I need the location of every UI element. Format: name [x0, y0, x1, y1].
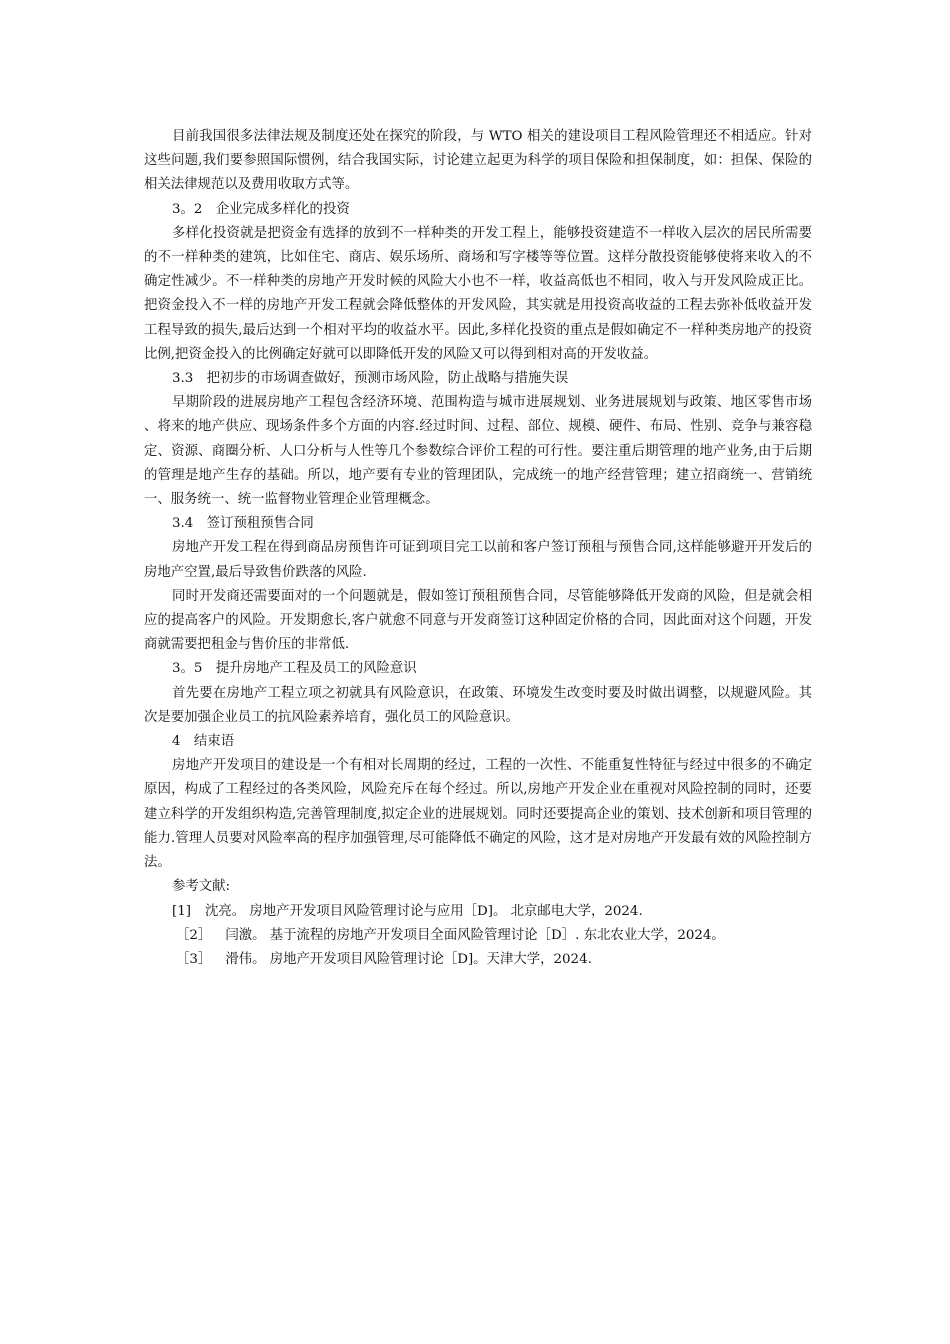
section-3-3-heading: 3.3 把初步的市场调查做好，预测市场风险，防止战略与措施失误 — [172, 371, 569, 387]
section-3-5-heading: 3。5 提升房地产工程及员工的风险意识 — [172, 661, 417, 677]
references-title: 参考文献: — [172, 879, 231, 895]
intro-paragraph: 目前我国很多法律法规及制度还处在探究的阶段，与 WTO 相关的建设项目工程风险管理还不相适应。针对这些问题,我们要参照国际惯例，结合我国实际，讨论建立起更为科学的项目保险和担保制度，如：担保、保险的相关法律规范以及费用收取方式等。 — [144, 129, 812, 193]
reference-text: 滑伟。 房地产开发项目风险管理讨论［D]。天津大学，2024. — [225, 951, 592, 967]
reference-item — [144, 948, 812, 972]
reference-number: ［2］ — [176, 927, 212, 943]
reference-item — [144, 924, 812, 948]
section-3-5-paragraph: 首先要在房地产工程立项之初就具有风险意识，在政策、环境发生改变时要及时做出调整，以规避风险。其次是要加强企业员工的抗风险素养培育，强化员工的风险意识。 — [144, 685, 812, 725]
section-3-4-paragraph-2: 同时开发商还需要面对的一个问题就是，假如签订预租预售合同，尽管能够降低开发商的风险，但是就会相应的提高客户的风险。开发期愈长,客户就愈不同意与开发商签订这种固定价格的合同，因此面对这个问题，开发商就需要把租金与售价压的非常低. — [144, 588, 812, 653]
section-3-2-heading: 3。2 企业完成多样化的投资 — [172, 201, 350, 217]
section-4-heading: 4 结束语 — [172, 734, 235, 750]
reference-text: 沈亮。 房地产开发项目风险管理讨论与应用［D]。 北京邮电大学，2024. — [204, 903, 643, 919]
reference-number: ［3］ — [176, 951, 212, 967]
document-page — [144, 125, 812, 972]
section-3-4-heading: 3.4 签订预租预售合同 — [172, 516, 314, 532]
reference-number: [1] — [172, 903, 191, 919]
section-4-paragraph: 房地产开发项目的建设是一个有相对长周期的经过，工程的一次性、不能重复性特征与经过中很多的不确定原因，构成了工程经过的各类风险，风险充斥在每个经过。所以,房地产开发企业在重视对风险控制的同时，还要建立科学的开发组织构造,完善管理制度,拟定企业的进展规划。同时还要提高企业的策划、技术创新和项目管理的能力.管理人员要对风险率高的程序加强管理,尽可能降低不确定的风险，这才是对房地产开发最有效的风险控制方法。 — [144, 758, 812, 871]
reference-text: 闫激。 基于流程的房地产开发项目全面风险管理讨论［D］. 东北农业大学，2024。 — [225, 927, 725, 943]
reference-item — [144, 900, 812, 924]
section-3-3-paragraph: 早期阶段的进展房地产工程包含经济环境、范围构造与城市进展规划、业务进展规划与政策、地区零售市场、将来的地产供应、现场条件多个方面的内容.经过时间、过程、部位、规模、硬件、布局、性别、竞争与兼容稳定、资源、商圈分析、人口分析与人性等几个参数综合评价工程的可行性。要注重后期管理的地产业务,由于后期的管理是地产生存的基础。所以，地产要有专业的管理团队，完成统一的地产经营管理；建立招商统一、营销统一、服务统一、统一监督物业管理企业管理概念。 — [144, 395, 812, 508]
section-3-4-paragraph-1: 房地产开发工程在得到商品房预售许可证到项目完工以前和客户签订预租与预售合同,这样能够避开开发后的房地产空置,最后导致售价跌落的风险. — [144, 540, 812, 580]
section-3-2-paragraph: 多样化投资就是把资金有选择的放到不一样种类的开发工程上，能够投资建造不一样收入层次的居民所需要的不一样种类的建筑，比如住宅、商店、娱乐场所、商场和写字楼等等位置。这样分散投资能够使将来收入的不确定性减少。不一样种类的房地产开发时候的风险大小也不一样，收益高低也不相同，收入与开发风险成正比。把资金投入不一样的房地产开发工程就会降低整体的开发风险，其实就是用投资高收益的工程去弥补低收益开发工程导致的损失,最后达到一个相对平均的收益水平。因此,多样化投资的重点是假如确定不一样种类房地产的投资比例,把资金投入的比例确定好就可以即降低开发的风险又可以得到相对高的开发收益。 — [144, 225, 812, 362]
